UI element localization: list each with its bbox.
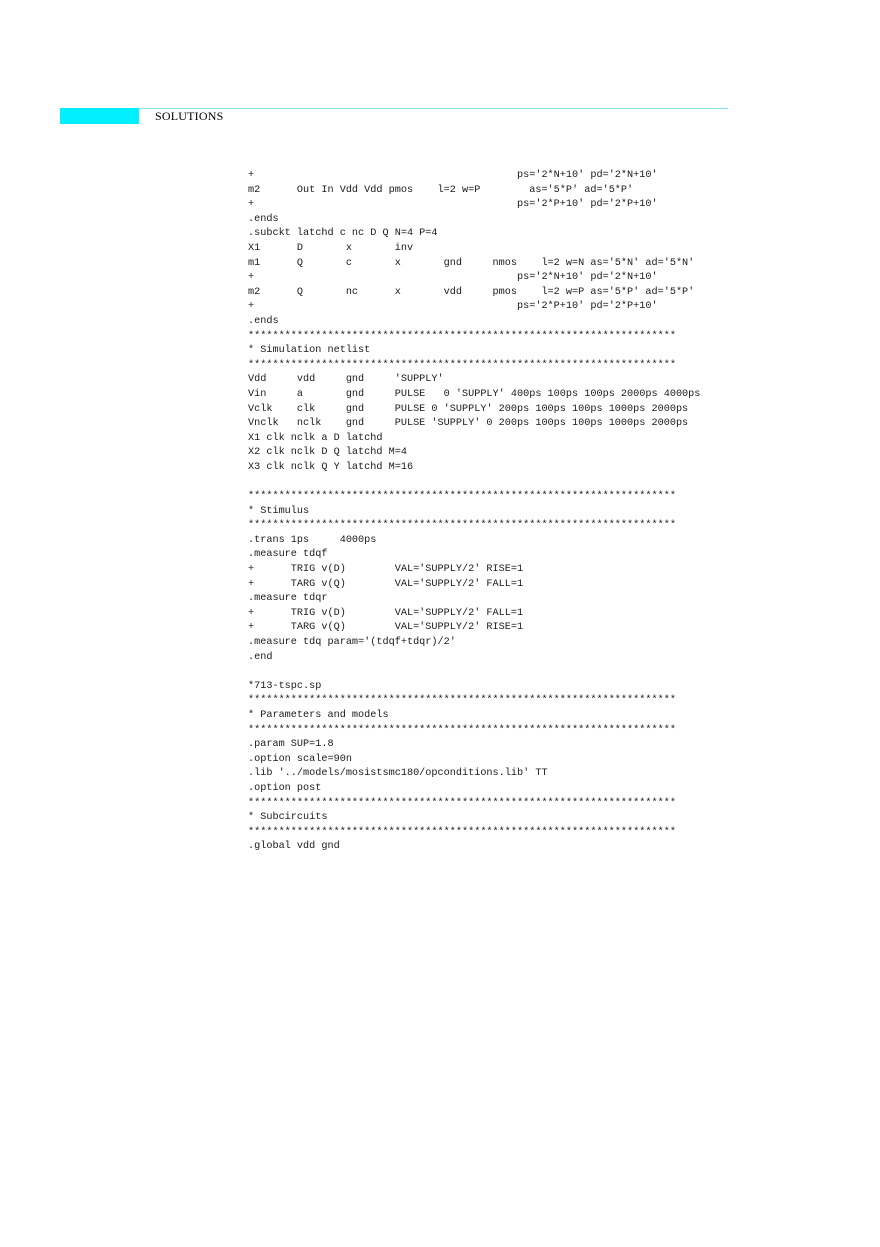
code-line: m2 Q nc x vdd pmos l=2 w=P as='5*P' ad='5*P' bbox=[248, 286, 695, 298]
code-line: X3 clk nclk Q Y latchd M=16 bbox=[248, 461, 414, 473]
code-line: .measure tdqr bbox=[248, 593, 328, 605]
code-line: + TRIG v(D) VAL='SUPPLY/2' RISE=1 bbox=[248, 564, 524, 576]
code-line: * Simulation netlist bbox=[248, 345, 371, 357]
code-line: *713-tspc.sp bbox=[248, 680, 322, 692]
code-line: .end bbox=[248, 651, 273, 663]
code-line: X1 D x inv bbox=[248, 242, 414, 254]
code-line: ********************************************************************** bbox=[248, 491, 676, 503]
code-line: Vin a gnd PULSE 0 'SUPPLY' 400ps 100ps 100ps 2000ps 4000ps bbox=[248, 388, 701, 400]
code-line: Vclk clk gnd PULSE 0 'SUPPLY' 200ps 100ps 100ps 1000ps 2000ps bbox=[248, 403, 689, 415]
code-line: + ps='2*P+10' pd='2*P+10' bbox=[248, 199, 658, 211]
code-line: Vdd vdd gnd 'SUPPLY' bbox=[248, 374, 444, 386]
code-line: .subckt latchd c nc D Q N=4 P=4 bbox=[248, 228, 438, 240]
code-line: ********************************************************************** bbox=[248, 724, 676, 736]
code-line: .trans 1ps 4000ps bbox=[248, 534, 377, 546]
code-line: * Parameters and models bbox=[248, 709, 389, 721]
code-line: Vnclk nclk gnd PULSE 'SUPPLY' 0 200ps 100ps 100ps 1000ps 2000ps bbox=[248, 418, 689, 430]
code-line: ********************************************************************** bbox=[248, 330, 676, 342]
code-line: * Stimulus bbox=[248, 505, 310, 517]
code-line: .measure tdq param='(tdqf+tdqr)/2' bbox=[248, 637, 456, 648]
code-line: + ps='2*N+10' pd='2*N+10' bbox=[248, 170, 658, 181]
code-line: ********************************************************************** bbox=[248, 695, 676, 707]
code-line: .global vdd gnd bbox=[248, 841, 340, 853]
code-line: m2 Out In Vdd Vdd pmos l=2 w=P as='5*P' ad='5*P' bbox=[248, 184, 634, 196]
code-line: ********************************************************************** bbox=[248, 520, 676, 532]
code-line: .measure tdqf bbox=[248, 549, 328, 561]
code-line: + ps='2*P+10' pd='2*P+10' bbox=[248, 301, 658, 313]
running-head: SOLUTIONS bbox=[155, 109, 224, 123]
code-line: ********************************************************************** bbox=[248, 826, 676, 838]
spice-netlist-listing bbox=[248, 169, 700, 855]
code-line: X2 clk nclk D Q latchd M=4 bbox=[248, 447, 407, 459]
code-line: ********************************************************************** bbox=[248, 797, 676, 809]
code-line: .option scale=90n bbox=[248, 753, 352, 765]
code-line: + ps='2*N+10' pd='2*N+10' bbox=[248, 272, 658, 284]
header-tab bbox=[60, 108, 139, 124]
code-line: .lib '../models/mosistsmc180/opconditions.lib' TT bbox=[248, 768, 548, 780]
code-line: + TARG v(Q) VAL='SUPPLY/2' FALL=1 bbox=[248, 578, 524, 590]
code-line: + TARG v(Q) VAL='SUPPLY/2' RISE=1 bbox=[248, 622, 524, 634]
code-line: ********************************************************************** bbox=[248, 359, 676, 371]
code-line bbox=[248, 665, 700, 680]
code-line: .param SUP=1.8 bbox=[248, 739, 334, 751]
code-line: .ends bbox=[248, 315, 279, 327]
code-line: * Subcircuits bbox=[248, 812, 328, 824]
code-line: X1 clk nclk a D latchd bbox=[248, 432, 383, 444]
code-line: .ends bbox=[248, 213, 279, 225]
code-line: .option post bbox=[248, 782, 322, 794]
code-line: + TRIG v(D) VAL='SUPPLY/2' FALL=1 bbox=[248, 607, 524, 619]
code-line bbox=[248, 475, 700, 490]
code-line: m1 Q c x gnd nmos l=2 w=N as='5*N' ad='5*N' bbox=[248, 257, 695, 269]
